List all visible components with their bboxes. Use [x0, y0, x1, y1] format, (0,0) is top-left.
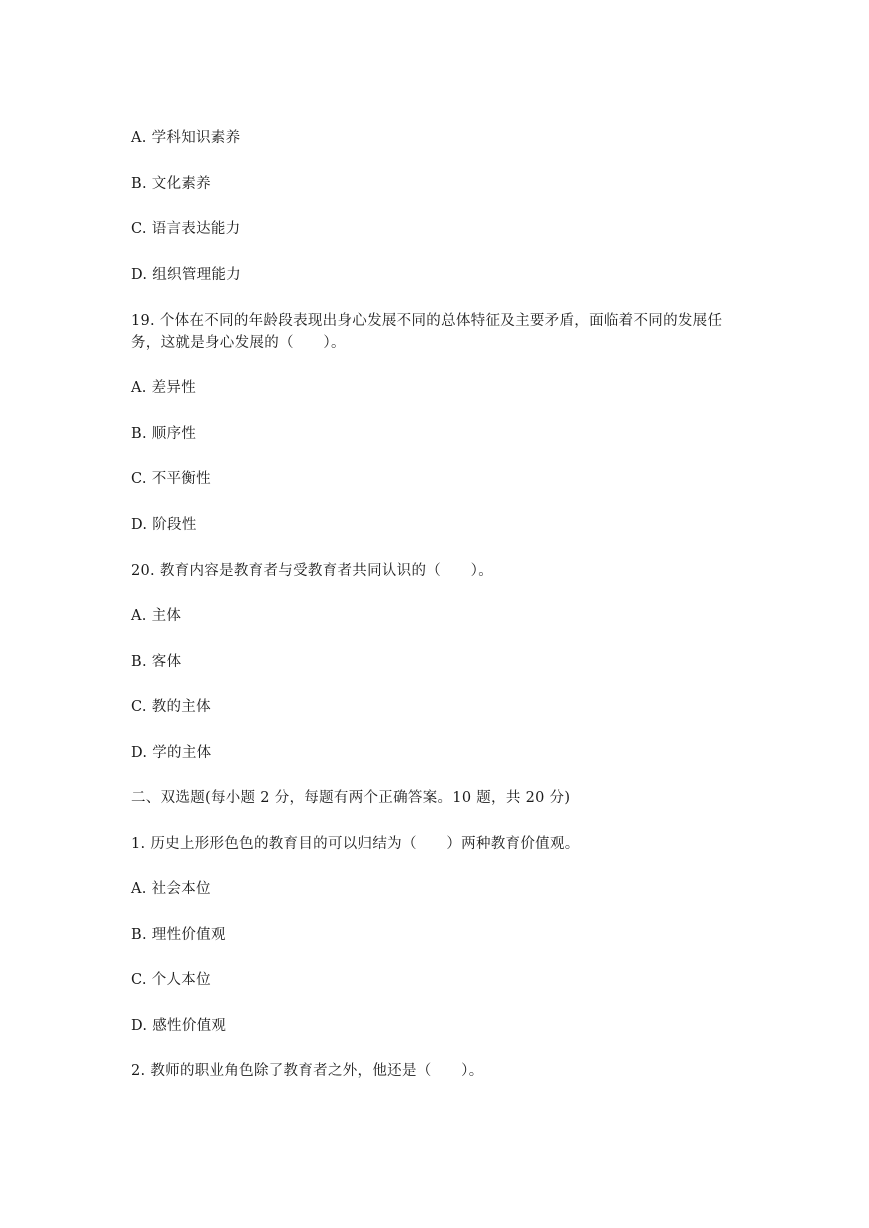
- q18-option-c: C. 语言表达能力: [131, 221, 241, 237]
- q20-option-c: C. 教的主体: [131, 699, 211, 715]
- q18-option-d: D. 组织管理能力: [131, 267, 242, 283]
- s2q2-stem: 2. 教师的职业角色除了教育者之外，他还是（ ）。: [131, 1063, 484, 1079]
- s2q1-option-b: B. 理性价值观: [131, 927, 226, 943]
- q19-option-c: C. 不平衡性: [131, 471, 211, 487]
- q19-option-d: D. 阶段性: [131, 517, 197, 533]
- s2q1-stem: 1. 历史上形形色色的教育目的可以归结为（ ）两种教育价值观。: [131, 836, 580, 852]
- q19-stem-line1: 19. 个体在不同的年龄段表现出身心发展不同的总体特征及主要矛盾，面临着不同的发展任: [131, 313, 723, 329]
- q20-option-d: D. 学的主体: [131, 745, 212, 761]
- q19-stem-line2: 务，这就是身心发展的（ ）。: [131, 335, 346, 351]
- section2-heading: 二、双选题(每小题 2 分，每题有两个正确答案。10 题，共 20 分): [131, 790, 571, 806]
- s2q1-option-d: D. 感性价值观: [131, 1018, 227, 1034]
- q20-option-b: B. 客体: [131, 654, 182, 670]
- q18-option-b: B. 文化素养: [131, 176, 211, 192]
- q18-option-a: A. 学科知识素养: [131, 130, 241, 146]
- q20-option-a: A. 主体: [131, 608, 182, 624]
- q20-stem: 20. 教育内容是教育者与受教育者共同认识的（ ）。: [131, 563, 494, 579]
- q19-option-b: B. 顺序性: [131, 426, 197, 442]
- q19-option-a: A. 差异性: [131, 380, 196, 396]
- s2q1-option-a: A. 社会本位: [131, 881, 211, 897]
- s2q1-option-c: C. 个人本位: [131, 972, 211, 988]
